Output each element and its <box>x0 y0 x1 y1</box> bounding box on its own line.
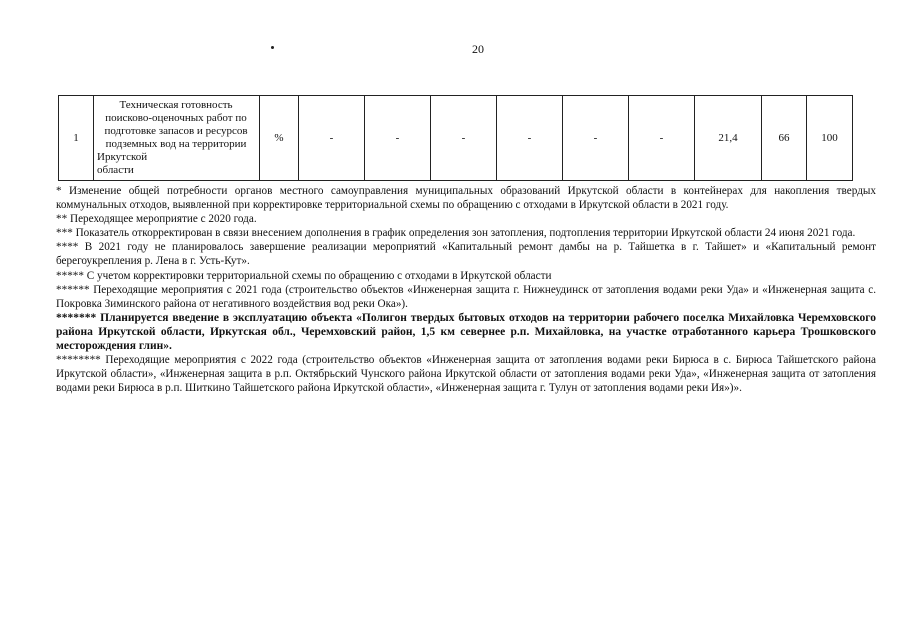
footnote: *** Показатель откорректирован в связи внесением дополнения в график определения зон затопления, подтопления территории Иркутской области 24 июня 2021 года. <box>56 227 856 240</box>
row-index: 1 <box>59 96 94 181</box>
indicator-name-last: области <box>97 164 134 176</box>
indicator-table <box>58 95 853 181</box>
value-cell: 21,4 <box>695 96 762 181</box>
value-cell: - <box>563 96 629 181</box>
page-number: 20 <box>472 42 484 56</box>
value-cell: - <box>629 96 695 181</box>
table-row <box>59 96 853 181</box>
footnote: **** В 2021 году не планировалось завершение реализации мероприятий «Капитальный ремонт дамбы на р. Тайшетка в г. Тайшет» и «Капитальный ремонт берегоукрепления р. Лена в г. Усть-Кут». <box>56 241 876 268</box>
footnote: ***** С учетом корректировки территориальной схемы по обращению с отходами в Иркутской области <box>56 269 552 282</box>
indicator-name-text: Техническая готовность поисково-оценочных работ по подготовке запасов и ресурсов подземных вод на территории Иркутской <box>97 99 248 163</box>
value-cell: 66 <box>762 96 807 181</box>
value-cell: - <box>497 96 563 181</box>
unit-cell: % <box>260 96 299 181</box>
value-cell: - <box>431 96 497 181</box>
value-cell: - <box>365 96 431 181</box>
footnote: * Изменение общей потребности органов местного самоуправления муниципальных образований Иркутской области в контейнерах для накопления твердых коммунальных отходов, выявленной при корректировке территориальной схемы по обращению с отходами в Иркутской области в 2021 году. <box>56 185 876 212</box>
footnote: ******** Переходящие мероприятия с 2022 года (строительство объектов «Инженерная защита от затопления водами реки Бирюса в с. Бирюса Тайшетского района Иркутской области», «Инженерная защита в р.п. Октябрьский Чунского района Иркутской области от затопления водами реки Уда», «Инженерная защита от затопления водами реки Бирюса в р.п. Шиткино Тайшетского района Иркутской области», «Инженерная защита г. Тулун от затопления водами реки Ия»)». <box>56 354 876 395</box>
footnote: ** Переходящее мероприятие с 2020 года. <box>56 213 257 226</box>
indicator-name <box>94 96 260 181</box>
stray-mark <box>271 46 274 49</box>
footnotes <box>56 184 876 395</box>
footnote: ******* Планируется введение в эксплуатацию объекта «Полигон твердых бытовых отходов на территории рабочего поселка Михайловка Черемховского района Иркутской области, Иркутская обл., Черемховский район, 1,5 км севернее р.п. Михайловка, на участке отработанного карьера Трошковского месторождения глин». <box>56 311 876 353</box>
value-cell: - <box>299 96 365 181</box>
value-cell: 100 <box>807 96 853 181</box>
footnote: ****** Переходящие мероприятия с 2021 года (строительство объектов «Инженерная защита г. Нижнеудинск от затопления водами реки Уда» и «Инженерная защита с. Покровка Зиминского района от негативного воздействия вод реки Ока»). <box>56 283 876 310</box>
